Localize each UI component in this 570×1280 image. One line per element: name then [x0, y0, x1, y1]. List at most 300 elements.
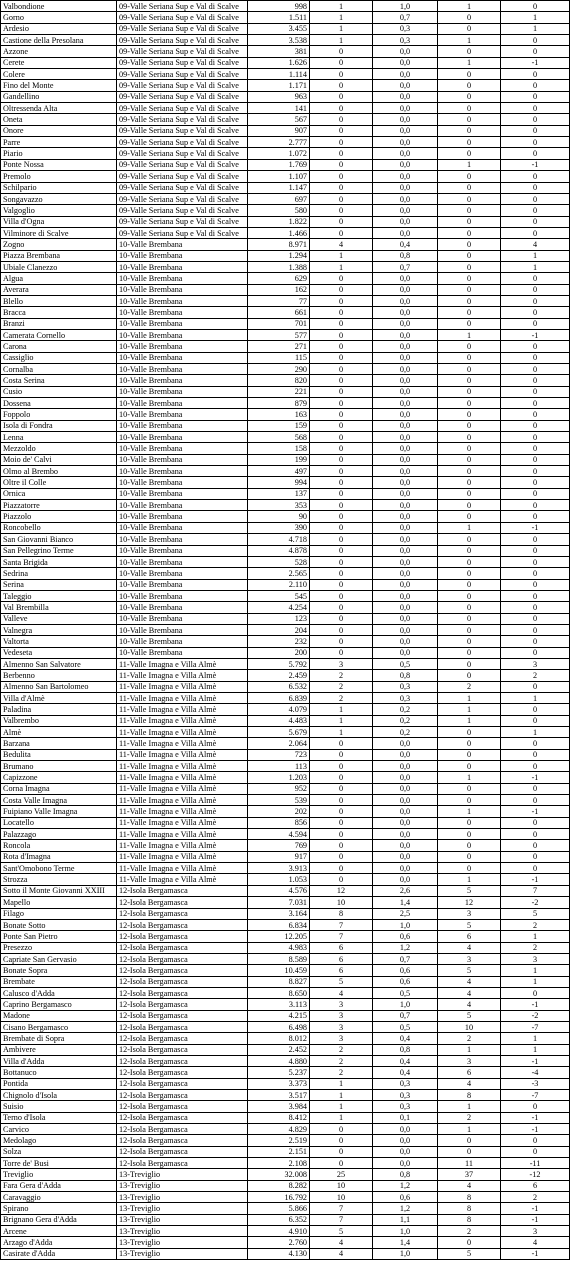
ambito-cell: 11-Valle Imagna e Villa Almè [117, 829, 248, 840]
rate-cell: 0,4 [373, 239, 438, 250]
population-cell: 1.203 [248, 772, 310, 783]
table-row [1, 1112, 570, 1123]
ambito-cell: 12-Isola Bergamasca [117, 1146, 248, 1157]
count-cell: 0 [310, 91, 373, 102]
count-cell: 0 [310, 1146, 373, 1157]
count-cell: 3 [310, 1033, 373, 1044]
difference-cell: 1 [501, 12, 570, 23]
count-cell: 1 [310, 23, 373, 34]
count-cell: 0 [310, 477, 373, 488]
table-row [1, 658, 570, 669]
table-row [1, 1169, 570, 1180]
count-cell: 1 [310, 1112, 373, 1123]
table-row [1, 273, 570, 284]
rate-cell: 0,0 [373, 511, 438, 522]
count-cell: 0 [310, 522, 373, 533]
difference-cell: -2 [501, 1010, 570, 1021]
previous-count-cell: 0 [438, 137, 501, 148]
rate-cell: 1,2 [373, 1180, 438, 1191]
count-cell: 0 [310, 602, 373, 613]
comune-cell: Gorno [1, 12, 117, 23]
previous-count-cell: 4 [438, 1078, 501, 1089]
population-cell: 2.151 [248, 1146, 310, 1157]
difference-cell: 1 [501, 250, 570, 261]
table-row [1, 795, 570, 806]
count-cell: 3 [310, 999, 373, 1010]
count-cell: 0 [310, 137, 373, 148]
difference-cell: 0 [501, 409, 570, 420]
ambito-cell: 11-Valle Imagna e Villa Almè [117, 863, 248, 874]
rate-cell: 0,0 [373, 522, 438, 533]
difference-cell: 1 [501, 976, 570, 987]
count-cell: 25 [310, 1169, 373, 1180]
rate-cell: 0,0 [373, 613, 438, 624]
rate-cell: 1,4 [373, 1237, 438, 1248]
rate-cell: 0,0 [373, 556, 438, 567]
rate-cell: 0,5 [373, 987, 438, 998]
difference-cell: 0 [501, 205, 570, 216]
population-cell: 4.880 [248, 1055, 310, 1066]
comune-cell: Ubiale Clanezzo [1, 261, 117, 272]
population-cell: 1.511 [248, 12, 310, 23]
difference-cell: 0 [501, 352, 570, 363]
rate-cell: 0,0 [373, 125, 438, 136]
population-cell: 137 [248, 488, 310, 499]
table-body [1, 1, 570, 1260]
count-cell: 0 [310, 545, 373, 556]
previous-count-cell: 1 [438, 704, 501, 715]
difference-cell: 0 [501, 511, 570, 522]
rate-cell: 0,0 [373, 69, 438, 80]
rate-cell: 0,5 [373, 658, 438, 669]
comune-cell: Costa Valle Imagna [1, 795, 117, 806]
ambito-cell: 11-Valle Imagna e Villa Almè [117, 738, 248, 749]
comune-cell: Serina [1, 579, 117, 590]
count-cell: 0 [310, 57, 373, 68]
count-cell: 6 [310, 953, 373, 964]
table-row [1, 522, 570, 533]
population-cell: 5.237 [248, 1067, 310, 1078]
table-row [1, 193, 570, 204]
ambito-cell: 12-Isola Bergamasca [117, 1010, 248, 1021]
difference-cell: 0 [501, 715, 570, 726]
comune-cell: Spirano [1, 1203, 117, 1214]
table-row [1, 738, 570, 749]
population-cell: 90 [248, 511, 310, 522]
difference-cell: 0 [501, 829, 570, 840]
ambito-cell: 11-Valle Imagna e Villa Almè [117, 817, 248, 828]
population-cell: 290 [248, 364, 310, 375]
rate-cell: 0,3 [373, 1090, 438, 1101]
count-cell: 1 [310, 727, 373, 738]
count-cell: 0 [310, 318, 373, 329]
ambito-cell: 09-Valle Seriana Sup e Val di Scalve [117, 148, 248, 159]
comune-cell: Roncobello [1, 522, 117, 533]
previous-count-cell: 0 [438, 273, 501, 284]
rate-cell: 0,0 [373, 1146, 438, 1157]
rate-cell: 0,0 [373, 466, 438, 477]
count-cell: 0 [310, 148, 373, 159]
previous-count-cell: 1 [438, 1, 501, 12]
population-cell: 202 [248, 806, 310, 817]
count-cell: 0 [310, 103, 373, 114]
comune-cell: Vilminore di Scalve [1, 227, 117, 238]
difference-cell: 0 [501, 840, 570, 851]
table-row [1, 885, 570, 896]
previous-count-cell: 1 [438, 329, 501, 340]
population-cell: 159 [248, 420, 310, 431]
table-row [1, 1203, 570, 1214]
population-cell: 113 [248, 761, 310, 772]
table-row [1, 942, 570, 953]
difference-cell: 0 [501, 420, 570, 431]
comune-cell: Locatello [1, 817, 117, 828]
comune-cell: Bottanuco [1, 1067, 117, 1078]
population-cell: 10.459 [248, 965, 310, 976]
rate-cell: 0,3 [373, 1101, 438, 1112]
ambito-cell: 10-Valle Brembana [117, 636, 248, 647]
population-cell: 2.459 [248, 670, 310, 681]
rate-cell: 0,0 [373, 114, 438, 125]
ambito-cell: 12-Isola Bergamasca [117, 885, 248, 896]
previous-count-cell: 0 [438, 103, 501, 114]
count-cell: 3 [310, 1010, 373, 1021]
difference-cell: 0 [501, 171, 570, 182]
ambito-cell: 11-Valle Imagna e Villa Almè [117, 795, 248, 806]
count-cell: 0 [310, 761, 373, 772]
population-cell: 701 [248, 318, 310, 329]
ambito-cell: 12-Isola Bergamasca [117, 1033, 248, 1044]
difference-cell: 0 [501, 1146, 570, 1157]
difference-cell: 0 [501, 1, 570, 12]
count-cell: 0 [310, 216, 373, 227]
rate-cell: 0,0 [373, 602, 438, 613]
difference-cell: 0 [501, 749, 570, 760]
rate-cell: 0,0 [373, 216, 438, 227]
count-cell: 0 [310, 840, 373, 851]
ambito-cell: 11-Valle Imagna e Villa Almè [117, 851, 248, 862]
ambito-cell: 11-Valle Imagna e Villa Almè [117, 692, 248, 703]
difference-cell: 0 [501, 137, 570, 148]
count-cell: 0 [310, 375, 373, 386]
count-cell: 1 [310, 261, 373, 272]
table-row [1, 749, 570, 760]
population-cell: 5.679 [248, 727, 310, 738]
comune-cell: Valnegra [1, 624, 117, 635]
population-cell: 8.827 [248, 976, 310, 987]
population-cell: 856 [248, 817, 310, 828]
population-cell: 3.164 [248, 908, 310, 919]
ambito-cell: 10-Valle Brembana [117, 307, 248, 318]
comune-cell: Almè [1, 727, 117, 738]
population-cell: 115 [248, 352, 310, 363]
table-row [1, 761, 570, 772]
rate-cell: 0,8 [373, 1044, 438, 1055]
difference-cell: 0 [501, 783, 570, 794]
population-cell: 952 [248, 783, 310, 794]
previous-count-cell: 0 [438, 829, 501, 840]
comune-cell: Colere [1, 69, 117, 80]
previous-count-cell: 0 [438, 69, 501, 80]
rate-cell: 0,0 [373, 295, 438, 306]
table-row [1, 613, 570, 624]
ambito-cell: 13-Treviglio [117, 1237, 248, 1248]
ambito-cell: 10-Valle Brembana [117, 568, 248, 579]
comune-cell: Palazzago [1, 829, 117, 840]
previous-count-cell: 0 [438, 318, 501, 329]
count-cell: 0 [310, 352, 373, 363]
count-cell: 2 [310, 1044, 373, 1055]
comune-cell: Oltressenda Alta [1, 103, 117, 114]
table-row [1, 1158, 570, 1169]
ambito-cell: 09-Valle Seriana Sup e Val di Scalve [117, 1, 248, 12]
table-row [1, 500, 570, 511]
rate-cell: 1,0 [373, 1226, 438, 1237]
population-cell: 545 [248, 590, 310, 601]
difference-cell: 0 [501, 704, 570, 715]
previous-count-cell: 0 [438, 148, 501, 159]
ambito-cell: 09-Valle Seriana Sup e Val di Scalve [117, 125, 248, 136]
ambito-cell: 10-Valle Brembana [117, 386, 248, 397]
table-row [1, 624, 570, 635]
table-row [1, 477, 570, 488]
population-cell: 879 [248, 398, 310, 409]
population-cell: 3.373 [248, 1078, 310, 1089]
difference-cell: 0 [501, 636, 570, 647]
difference-cell: 3 [501, 953, 570, 964]
difference-cell: 0 [501, 273, 570, 284]
previous-count-cell: 0 [438, 738, 501, 749]
difference-cell: 1 [501, 23, 570, 34]
table-row [1, 125, 570, 136]
comune-cell: San Pellegrino Terme [1, 545, 117, 556]
rate-cell: 0,2 [373, 727, 438, 738]
difference-cell: 0 [501, 1101, 570, 1112]
rate-cell: 0,3 [373, 681, 438, 692]
ambito-cell: 09-Valle Seriana Sup e Val di Scalve [117, 193, 248, 204]
count-cell: 7 [310, 1203, 373, 1214]
count-cell: 0 [310, 466, 373, 477]
count-cell: 1 [310, 715, 373, 726]
rate-cell: 0,6 [373, 976, 438, 987]
rate-cell: 1,0 [373, 999, 438, 1010]
population-cell: 4.983 [248, 942, 310, 953]
previous-count-cell: 4 [438, 942, 501, 953]
comune-cell: Brumano [1, 761, 117, 772]
ambito-cell: 10-Valle Brembana [117, 466, 248, 477]
rate-cell: 0,0 [373, 874, 438, 885]
ambito-cell: 12-Isola Bergamasca [117, 1090, 248, 1101]
count-cell: 0 [310, 329, 373, 340]
rate-cell: 0,4 [373, 1055, 438, 1066]
ambito-cell: 13-Treviglio [117, 1192, 248, 1203]
population-cell: 390 [248, 522, 310, 533]
previous-count-cell: 0 [438, 511, 501, 522]
rate-cell: 1,0 [373, 1, 438, 12]
previous-count-cell: 0 [438, 568, 501, 579]
difference-cell: 0 [501, 817, 570, 828]
comune-cell: Sotto il Monte Giovanni XXIII [1, 885, 117, 896]
ambito-cell: 10-Valle Brembana [117, 398, 248, 409]
comune-cell: Sant'Omobono Terme [1, 863, 117, 874]
count-cell: 0 [310, 488, 373, 499]
rate-cell: 0,3 [373, 1078, 438, 1089]
previous-count-cell: 8 [438, 1203, 501, 1214]
comune-cell: Fino del Monte [1, 80, 117, 91]
difference-cell: -1 [501, 806, 570, 817]
table-row [1, 23, 570, 34]
rate-cell: 0,0 [373, 500, 438, 511]
rate-cell: 0,0 [373, 386, 438, 397]
difference-cell: -1 [501, 1248, 570, 1259]
rate-cell: 0,3 [373, 35, 438, 46]
table-row [1, 874, 570, 885]
difference-cell: 0 [501, 863, 570, 874]
rate-cell: 0,0 [373, 307, 438, 318]
previous-count-cell: 5 [438, 919, 501, 930]
rate-cell: 0,0 [373, 91, 438, 102]
difference-cell: 0 [501, 69, 570, 80]
ambito-cell: 12-Isola Bergamasca [117, 931, 248, 942]
table-row [1, 1180, 570, 1191]
population-cell: 221 [248, 386, 310, 397]
population-cell: 6.498 [248, 1021, 310, 1032]
comune-cell: Almenno San Bartolomeo [1, 681, 117, 692]
table-row [1, 171, 570, 182]
population-cell: 4.829 [248, 1124, 310, 1135]
table-row [1, 341, 570, 352]
count-cell: 0 [310, 69, 373, 80]
table-row [1, 182, 570, 193]
difference-cell: 0 [501, 125, 570, 136]
ambito-cell: 12-Isola Bergamasca [117, 1078, 248, 1089]
difference-cell: 0 [501, 488, 570, 499]
count-cell: 0 [310, 556, 373, 567]
count-cell: 0 [310, 420, 373, 431]
rate-cell: 0,0 [373, 46, 438, 57]
previous-count-cell: 0 [438, 205, 501, 216]
count-cell: 3 [310, 1021, 373, 1032]
comune-cell: Piazzolo [1, 511, 117, 522]
count-cell: 1 [310, 1090, 373, 1101]
population-cell: 497 [248, 466, 310, 477]
population-cell: 8.412 [248, 1112, 310, 1123]
rate-cell: 0,0 [373, 284, 438, 295]
table-row [1, 976, 570, 987]
comune-cell: Azzone [1, 46, 117, 57]
comune-cell: Brembate di Sopra [1, 1033, 117, 1044]
previous-count-cell: 0 [438, 307, 501, 318]
previous-count-cell: 0 [438, 749, 501, 760]
ambito-cell: 10-Valle Brembana [117, 602, 248, 613]
count-cell: 7 [310, 919, 373, 930]
table-row [1, 783, 570, 794]
population-cell: 568 [248, 432, 310, 443]
previous-count-cell: 0 [438, 171, 501, 182]
comune-cell: Fuipiano Valle Imagna [1, 806, 117, 817]
comune-cell: Zogno [1, 239, 117, 250]
comune-cell: Valgoglio [1, 205, 117, 216]
difference-cell: 0 [501, 466, 570, 477]
count-cell: 0 [310, 590, 373, 601]
table-row [1, 114, 570, 125]
count-cell: 0 [310, 364, 373, 375]
previous-count-cell: 0 [438, 658, 501, 669]
table-row [1, 409, 570, 420]
ambito-cell: 10-Valle Brembana [117, 522, 248, 533]
difference-cell: 3 [501, 658, 570, 669]
difference-cell: 0 [501, 432, 570, 443]
difference-cell: 0 [501, 114, 570, 125]
ambito-cell: 10-Valle Brembana [117, 443, 248, 454]
difference-cell: 0 [501, 602, 570, 613]
previous-count-cell: 4 [438, 999, 501, 1010]
rate-cell: 0,0 [373, 783, 438, 794]
count-cell: 0 [310, 500, 373, 511]
ambito-cell: 10-Valle Brembana [117, 590, 248, 601]
population-cell: 723 [248, 749, 310, 760]
comune-cell: Costa Serina [1, 375, 117, 386]
table-row [1, 1, 570, 12]
difference-cell: 1 [501, 1033, 570, 1044]
population-cell: 4.130 [248, 1248, 310, 1259]
count-cell: 0 [310, 1135, 373, 1146]
table-row [1, 1214, 570, 1225]
ambito-cell: 09-Valle Seriana Sup e Val di Scalve [117, 103, 248, 114]
table-row [1, 681, 570, 692]
difference-cell: -1 [501, 329, 570, 340]
previous-count-cell: 0 [438, 602, 501, 613]
comune-cell: Roncola [1, 840, 117, 851]
rate-cell: 0,0 [373, 137, 438, 148]
population-cell: 123 [248, 613, 310, 624]
table-row [1, 931, 570, 942]
difference-cell: 2 [501, 1192, 570, 1203]
ambito-cell: 12-Isola Bergamasca [117, 1124, 248, 1135]
count-cell: 10 [310, 1180, 373, 1191]
rate-cell: 0,4 [373, 1033, 438, 1044]
table-row [1, 1044, 570, 1055]
count-cell: 0 [310, 432, 373, 443]
table-row [1, 829, 570, 840]
population-cell: 1.822 [248, 216, 310, 227]
table-row [1, 840, 570, 851]
rate-cell: 1,2 [373, 942, 438, 953]
difference-cell: 0 [501, 624, 570, 635]
count-cell: 0 [310, 1124, 373, 1135]
population-cell: 32.008 [248, 1169, 310, 1180]
population-cell: 3.113 [248, 999, 310, 1010]
table-row [1, 1226, 570, 1237]
previous-count-cell: 0 [438, 114, 501, 125]
difference-cell: 0 [501, 386, 570, 397]
population-cell: 4.254 [248, 602, 310, 613]
ambito-cell: 13-Treviglio [117, 1248, 248, 1259]
population-cell: 8.971 [248, 239, 310, 250]
difference-cell: 1 [501, 965, 570, 976]
count-cell: 0 [310, 443, 373, 454]
comune-cell: Villa d'Adda [1, 1055, 117, 1066]
population-cell: 917 [248, 851, 310, 862]
difference-cell: 1 [501, 692, 570, 703]
population-cell: 2.108 [248, 1158, 310, 1169]
count-cell: 0 [310, 795, 373, 806]
rate-cell: 0,6 [373, 965, 438, 976]
previous-count-cell: 6 [438, 1067, 501, 1078]
rate-cell: 0,0 [373, 579, 438, 590]
rate-cell: 0,0 [373, 795, 438, 806]
comune-cell: Castione della Presolana [1, 35, 117, 46]
